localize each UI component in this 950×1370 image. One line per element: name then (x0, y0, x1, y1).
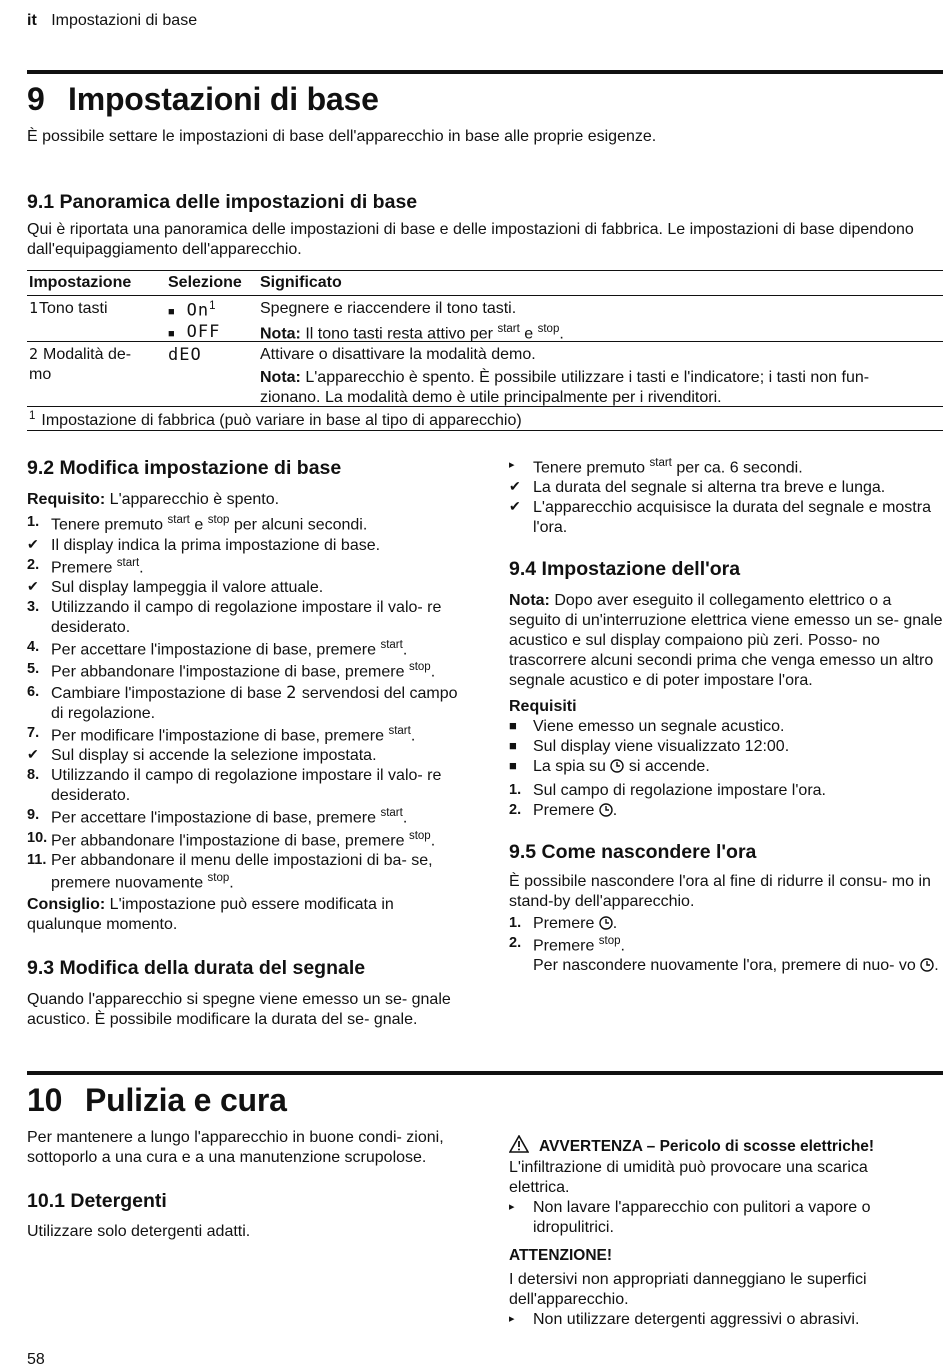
section-10-1-title: 10.1 Detergenti (27, 1190, 167, 1212)
list-item: ■ La spia su si accende. (509, 757, 710, 775)
list-item: 2. Premere $^{start}$. (27, 556, 144, 577)
list-item: 2. Premere . (509, 801, 618, 819)
section-9-2-steps (27, 513, 463, 893)
clock-icon (599, 916, 613, 930)
list-item: 1. Tenere premuto $^{start}$ e $^{stop}$ per alcuni secondi. (27, 514, 368, 534)
left-column: 9.2 Modifica impostazione di base Requisito: L'apparecchio è spento. 1. Tenere premuto $^{start}$ e $^{stop}$ per alcuni secondi. ✔ Il display indica la prima impostazione di base. 2. Premere $^{start}$. ✔ Sul display lampeggia il valore attuale. 3. Utilizzando il campo di regolazione impostare il valo- re desiderato. 4. Per accettare l'impostazione di base, premere $^{start}$. 5. Per abbandonare l'impostazione di base, premere $^{stop}$. 6. Cambiare l'impostazione di base 2 servendosi del campo di regolazione. 7. Per modificare l'impostazione di base, premere $^{start}$. ✔ Sul display si accende la selezione impostata. 8. Utilizzando il campo di regolazione impostare il valo- re desiderato. 9. Per accettare l'impostazione di base, premere $^{start}$. 10. Per abbandonare l'impostazione di base, premere $^{stop}$. 11. Per abbandonare il menu delle impostazioni di ba- se, premere nuovamente $^{stop}$. Consiglio: L'impostazione può essere modificata in qualunque momento. 9.3 Modifica della durata del segnale Quando l'apparecchio si spegne viene emesso un se- gnale acustico. È possibile modificare la durata del se- gnale. (27, 456, 463, 1030)
section-9-4-note: Nota: Dopo aver eseguito il collegamento elettrico o a seguito di un'interruzione elettrica viene emesso un se- gnale acustico e sul display compaiono più zeri. Posso- no trascorrere alcuni secondi prima che venga emesso un altro segnale acustico e di poter impostare l'ora. (509, 591, 943, 689)
section-9-title: 9 Impostazioni di base (27, 81, 379, 117)
section-9-2-tip: Consiglio: L'impostazione può essere modificata in qualunque momento. (27, 896, 394, 934)
section-10-1-text: Utilizzare solo detergenti adatti. (27, 1223, 251, 1241)
list-item: 1. Premere . (509, 915, 618, 933)
clock-icon (920, 957, 934, 974)
list-item: ✔ L'apparecchio acquisisce la durata del segnale e mostra l'ora. (509, 498, 931, 537)
list-item: 2. Premere $^{stop}$. (509, 935, 625, 955)
section-9-3-steps (509, 456, 943, 538)
list-item: 10. Per abbandonare l'impostazione di base, premere $^{stop}$. (27, 829, 436, 849)
warning-text: L'infiltrazione di umidità può provocare una scarica elettrica. (509, 1159, 868, 1197)
table-header: Impostazione Selezione Significato (29, 274, 342, 291)
section-9-1-title: 9.1 Panoramica delle impostazioni di base (27, 191, 418, 213)
section-9-3-title: 9.3 Modifica della durata del segnale (27, 957, 366, 980)
list-item: 6. Cambiare l'impostazione di base 2 servendosi del campo di regolazione. (27, 682, 458, 722)
attention-step: ▸ Non utilizzare detergenti aggressivi o abrasivi. (509, 1310, 860, 1328)
list-item: 11. Per abbandonare il menu delle impostazioni di ba- se, premere nuovamente $^{stop}$. (27, 851, 433, 892)
warning-step: ▸ Non lavare l'apparecchio con pulitori a vapore o idropulitrici. (509, 1199, 871, 1237)
list-item: 3. Utilizzando il campo di regolazione impostare il valo- re desiderato. (27, 599, 442, 637)
section-10-title: 10 Pulizia e cura (27, 1082, 287, 1118)
clock-icon (599, 803, 613, 817)
section-9-intro: È possibile settare le impostazioni di base dell'apparecchio in base alle proprie esigenze. (27, 128, 657, 145)
clock-icon (610, 759, 624, 773)
list-item: ■ Sul display viene visualizzato 12:00. (509, 737, 790, 755)
table-row: 1Tono tasti ■ On$^1$ ■ OFF Spegnere e riaccendere il tono tasti. Nota: Il tono tasti resta attivo per $^{start}$ e $^{stop}$. (29, 299, 564, 343)
running-header (27, 11, 197, 31)
section-9-1-text: Qui è riportata una panoramica delle impostazioni di base e delle impostazioni di fabbrica. Le impostazioni di base dipendono dall'equipaggiamento dell'apparecchio. (27, 221, 914, 258)
table-row: 2 Modalità de- mo dEO Attivare o disattivare la modalità demo. Nota: L'apparecchio è spento. È possibile utilizzare i tasti e l'indicatore; i tasti non fun- zionano. La modalità demo è utile principalmente per i rivenditori. (29, 345, 870, 406)
section-9-4-reqs (509, 717, 943, 777)
list-item: 5. Per abbandonare l'impostazione di base, premere $^{stop}$. (27, 661, 436, 681)
list-item: ▸ Tenere premuto $^{start}$ per ca. 6 secondi. (509, 457, 803, 477)
section-9-5-steps (509, 914, 943, 956)
section-rule (27, 70, 943, 74)
list-item: ■ Viene emesso un segnale acustico. (509, 717, 785, 735)
section-9-5-text: È possibile nascondere l'ora al fine di ridurre il consu- mo in stand-by dell'apparecchio. (509, 873, 931, 911)
header-lang: it (27, 12, 37, 29)
header-title: Impostazioni di base (51, 12, 198, 29)
section-9-2-title: 9.2 Modifica impostazione di base (27, 457, 342, 479)
table-footnote: $^1$ Impostazione di fabbrica (può variare in base al tipo di apparecchio) (29, 410, 522, 430)
section-9-5-after: Per nascondere nuovamente l'ora, premere di nuo- vo . (533, 957, 939, 975)
section-rule (27, 1071, 943, 1075)
overview-table (27, 270, 943, 431)
section-10-right (509, 1135, 929, 1330)
section-10-intro: Per mantenere a lungo l'apparecchio in buone condi- zioni, sottoporlo a una cura e a una manutenzione scrupolose. (27, 1129, 444, 1166)
section-9-5-title: 9.5 Come nascondere l'ora (509, 840, 757, 863)
page-number: 58 (27, 1351, 45, 1368)
section-9-3-text: Quando l'apparecchio si spegne viene emesso un se- gnale acustico. È possibile modificare la durata del se- gnale. (27, 990, 451, 1028)
section-10-left (27, 1128, 457, 1242)
right-column (509, 456, 943, 976)
section-9-4-title: 9.4 Impostazione dell'ora (509, 558, 741, 581)
list-item: ✔ La durata del segnale si alterna tra breve e lunga. (509, 478, 886, 497)
list-item: ✔ Sul display lampeggia il valore attuale. (27, 578, 324, 597)
clock-icon (920, 958, 934, 972)
list-item: 4. Per accettare l'impostazione di base, premere $^{start}$. (27, 639, 408, 659)
list-item: 1. Sul campo di regolazione impostare l'ora. (509, 781, 826, 799)
attention-title: ATTENZIONE! (509, 1247, 613, 1265)
list-item: 8. Utilizzando il campo di regolazione impostare il valo- re desiderato. (27, 767, 442, 805)
section-9-4-steps (509, 781, 943, 821)
section-9-4-req-title: Requisiti (509, 697, 577, 715)
list-item: 7. Per modificare l'impostazione di base, premere $^{start}$. (27, 724, 416, 745)
list-item: ✔ Sul display si accende la selezione impostata. (27, 746, 377, 765)
list-item: 9. Per accettare l'impostazione di base, premere $^{start}$. (27, 807, 408, 827)
warning-triangle-icon (509, 1135, 529, 1153)
list-item: ✔ Il display indica la prima impostazione di base. (27, 535, 381, 554)
warning-title: AVVERTENZA – Pericolo di scosse elettriche! (509, 1135, 929, 1156)
attention-text: I detersivi non appropriati danneggiano le superfici dell'apparecchio. (509, 1270, 867, 1308)
